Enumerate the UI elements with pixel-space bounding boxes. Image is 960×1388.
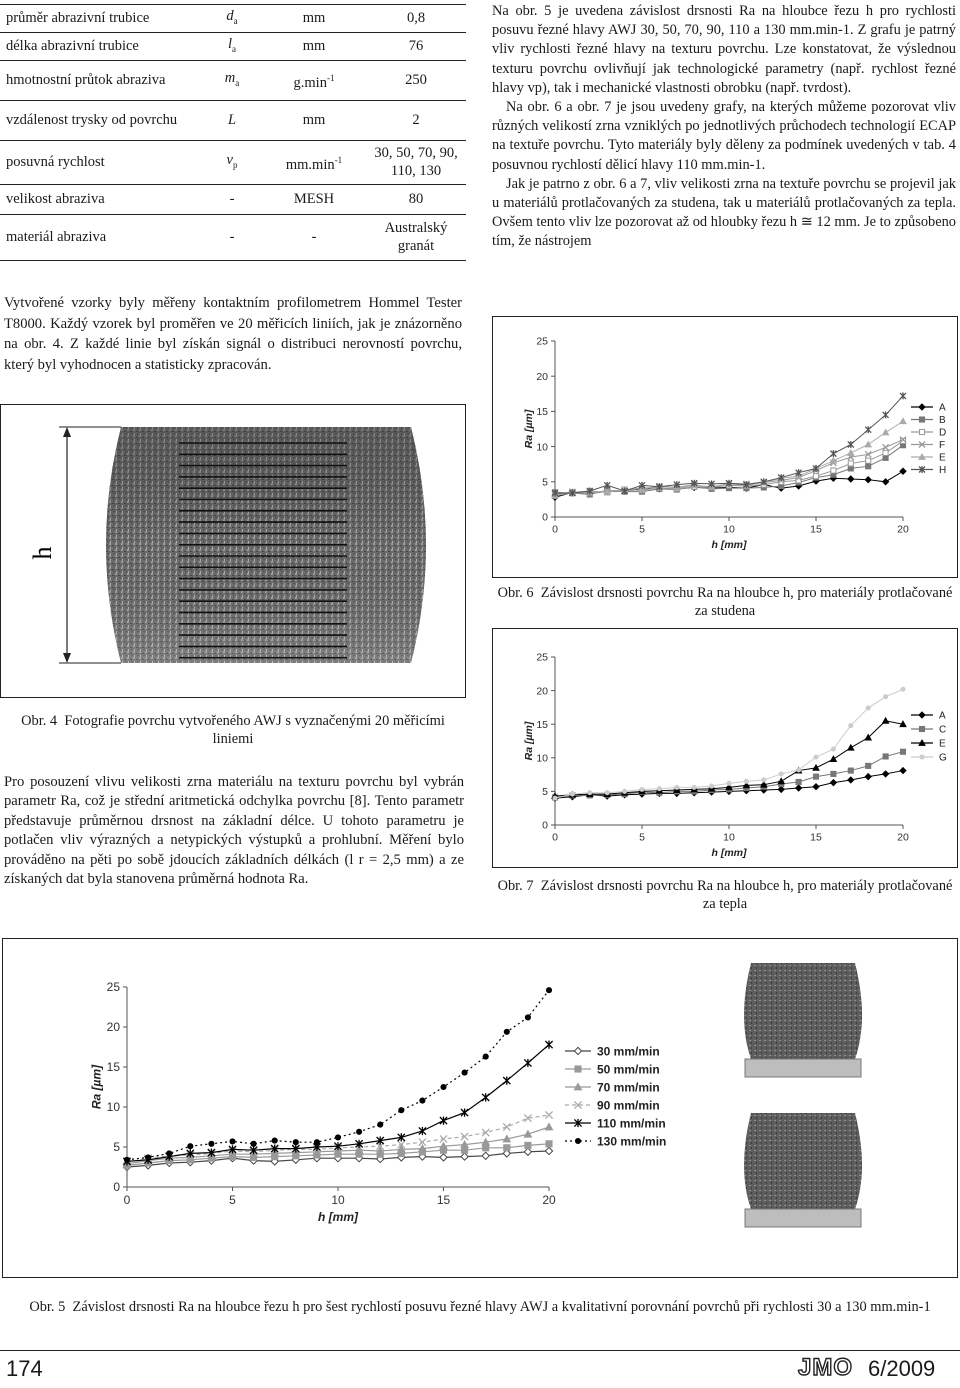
x-tick-label: 15 [810,831,822,844]
data-point [796,785,802,791]
data-point [848,441,854,448]
data-point [744,779,749,784]
y-tick-label: 0 [113,1180,120,1195]
param-label: hmotnostní průtok abraziva [0,60,202,100]
surface-photo-130 [733,1109,873,1239]
data-point [503,1123,510,1130]
data-point [709,783,714,788]
fig5-chart [3,939,667,1277]
legend-label: 130 mm/min [597,1134,667,1149]
legend-marker [919,754,924,759]
param-label: posuvná rychlost [0,140,202,184]
data-point [848,476,854,482]
data-point [883,694,888,699]
data-point [251,1141,257,1147]
legend-marker [919,429,924,434]
data-point [552,796,557,801]
data-point [831,468,836,473]
x-axis-label: h [mm] [711,847,747,859]
data-point [883,430,889,435]
x-tick-label: 15 [436,1193,451,1207]
x-tick-label: 5 [229,1193,236,1207]
param-label: materiál abraziva [0,214,202,260]
y-tick-label: 10 [536,441,548,454]
data-point [639,787,644,792]
data-point [124,1157,130,1163]
data-point [398,1107,404,1113]
left-paragraph-2: Pro posouzení vlivu velikosti zrna materiálu na texturu povrchu byl vybrán parametr Ra, což je střední aritmetická odchylka povrchu [8]. Tento parametr představuje průměrnou drsnost na základní délce. U tohoto parametru je potlačen vliv výrazných a netypických výstupků a prohlubní. Měření bylo prováděno na pěti po sobě jdoucích základních délkách (l r = 2,5 mm) a ze získaných dat byla stanovena průměrná hodnota Ra. [4,774,464,888]
data-point [866,706,871,711]
y-tick-label: 25 [106,980,120,995]
data-point [796,767,801,772]
data-point [883,479,889,485]
data-point [883,444,889,450]
y-tick-label: 5 [113,1140,120,1155]
param-symbol: L [202,100,262,140]
param-symbol: $l_a$ [202,32,262,60]
data-point [314,1139,320,1145]
param-value: Australský granát [366,214,466,260]
param-unit: mm [262,5,366,33]
x-tick-label: 0 [552,831,558,844]
data-point [866,763,871,768]
data-point [504,1145,510,1151]
data-point [524,1148,531,1155]
fig4-caption: Obr. 4 Fotografie povrchu vytvořeného AWJ s vyznačenými 20 měřicími liniemi [21,713,445,747]
data-point [726,781,731,786]
table-row [0,60,466,100]
data-point [440,1084,446,1090]
data-point [900,768,906,774]
data-point [545,1147,552,1154]
param-unit: $mm.\min^{-1}$ [262,140,366,184]
data-point [883,455,888,460]
data-point [883,754,888,759]
param-label: délka abrazivní trubice [0,32,202,60]
data-point [525,1142,531,1148]
data-point [419,1098,425,1104]
data-point [293,1139,299,1145]
y-tick-label: 20 [536,370,548,383]
data-point [503,1077,510,1085]
data-point [778,786,784,792]
fig7-caption: Obr. 7 Závislost drsnosti povrchu Ra na hloubce h, pro materiály protlačované za tepla [497,878,953,912]
x-tick-label: 10 [723,831,735,844]
data-point [848,777,854,783]
y-tick-label: 20 [536,685,548,698]
data-point [848,768,853,773]
legend-label: 30 mm/min [597,1044,660,1059]
data-point [900,468,906,474]
y-tick-label: 15 [106,1060,120,1075]
y-tick-label: 0 [542,511,548,524]
data-point [545,1041,552,1049]
data-point [865,774,871,780]
legend-label: 110 mm/min [597,1116,666,1131]
data-point [813,765,819,770]
data-point [813,474,818,479]
surface-photo-30 [733,959,873,1089]
fig7-chart [493,629,957,867]
y-tick-label: 10 [536,752,548,765]
param-label: vzdálenost trysky od povrchu [0,100,202,140]
data-point [883,411,889,418]
data-point [900,749,905,754]
legend-label: 50 mm/min [597,1062,660,1077]
param-symbol: $m_a$ [202,60,262,100]
param-value: 0,8 [366,5,466,33]
param-unit: mm [262,100,366,140]
data-point [187,1143,193,1149]
table-row [0,140,466,184]
data-point [866,458,871,463]
data-point [335,1134,341,1140]
parameters-table-wrap [0,4,466,261]
data-point [208,1141,214,1147]
data-point [813,755,818,760]
data-point [779,771,784,776]
data-point [440,1117,447,1125]
data-point [570,792,575,797]
y-tick-label: 25 [536,651,548,664]
data-point [587,790,592,795]
x-tick-label: 5 [639,831,645,844]
data-point [865,477,871,483]
y-tick-label: 5 [542,476,548,489]
fig7-chart-frame [492,628,958,868]
legend-marker [919,712,925,718]
surface-photo-frame [0,404,466,698]
data-point [848,466,853,471]
data-point [657,786,662,791]
data-point [831,771,836,776]
data-point [462,1147,468,1153]
legend-label: 70 mm/min [597,1080,660,1095]
data-point [482,1093,489,1101]
legend-label: 90 mm/min [597,1098,660,1113]
x-tick-label: 10 [331,1193,345,1207]
legend-label: D [939,427,947,439]
fig5-caption: Obr. 5 Závislost drsnosti Ra na hloubce řezu h pro šest rychlostí posuvu řezné hlavy AWJ a kvalitativní porovnání povrchů při rychlosti 30 a 130 mm.min-1 [29,1299,931,1315]
data-point [462,1070,468,1076]
y-tick-label: 10 [106,1100,120,1115]
data-point [356,1129,362,1135]
data-point [813,774,818,779]
param-value: 2 [366,100,466,140]
data-point [883,450,888,455]
param-unit: - [262,214,366,260]
legend-label: A [939,402,946,414]
data-point [866,464,871,469]
param-unit: $g.\min^{-1}$ [262,60,366,100]
legend-marker [919,417,924,422]
data-point [545,1111,552,1118]
data-point [377,1122,383,1128]
data-point [848,450,854,455]
table-row [0,32,466,60]
data-point [830,780,836,786]
param-symbol: - [202,214,262,260]
y-tick-label: 20 [106,1020,120,1035]
legend-label: C [939,724,947,736]
data-point [848,723,853,728]
x-tick-label: 20 [542,1193,556,1207]
param-label: velikost abraziva [0,184,202,214]
table-row [0,5,466,33]
data-point [692,785,697,790]
data-point [865,426,871,433]
param-symbol: $d_a$ [202,5,262,33]
x-tick-label: 20 [897,831,909,844]
data-point [229,1138,235,1144]
data-point [604,482,610,489]
data-point [622,789,627,794]
data-point [504,1029,510,1035]
legend-label: A [939,710,946,722]
data-point [848,745,854,750]
x-tick-label: 0 [123,1193,131,1207]
param-value: 76 [366,32,466,60]
surface-photo [1,405,465,697]
y-tick-label: 15 [536,718,548,731]
param-unit: MESH [262,184,366,214]
footer-rule [0,1350,960,1351]
data-point [865,441,871,446]
data-point [166,1150,172,1156]
y-tick-label: 0 [542,819,548,832]
data-point [848,461,853,466]
fig5-frame [2,938,958,1278]
table-row [0,184,466,214]
data-point [482,1152,489,1159]
legend-label: E [939,738,946,750]
issue-number: 6/2009 [868,1356,936,1381]
data-point [461,1153,468,1160]
param-symbol: $v_p$ [202,140,262,184]
legend-label: G [939,752,947,764]
param-value: 80 [366,184,466,214]
data-point [900,392,906,399]
data-point [525,1014,531,1020]
x-tick-label: 20 [897,523,909,536]
legend-label: H [939,465,947,477]
legend-marker [919,726,924,731]
fig6-chart [493,317,957,577]
legend-marker [575,1138,581,1144]
data-point [272,1138,278,1144]
x-tick-label: 5 [639,523,645,536]
y-tick-label: 5 [542,786,548,799]
data-point [483,1145,489,1151]
data-point [831,747,836,752]
data-point [524,1059,531,1067]
left-paragraph-1: Vytvořené vzorky byly měřeny kontaktním profilometrem Hommel Tester T8000. Každý vzorek byl proměřen ve 20 měřicích liniích, jak je znázorněno na obr. 4. Z každé linie byl získán signál o distribuci nerovností povrchu, který byl vyhodnocen a statisticky zpracován. [4,295,462,373]
data-point [830,450,836,457]
height-label: h [28,546,57,560]
data-point [483,1054,489,1060]
legend-label: B [939,415,946,427]
data-point [605,790,610,795]
data-point [674,785,679,790]
y-tick-label: 15 [536,406,548,419]
data-point [419,1127,426,1135]
legend-marker [575,1066,581,1072]
x-axis-label: h [mm] [318,1210,358,1224]
data-point [546,1141,552,1147]
legend-label: F [939,440,946,452]
data-point [883,718,889,723]
page-number: 174 [6,1356,43,1381]
data-point [830,756,836,761]
data-point [545,1123,552,1129]
data-point [440,1154,447,1161]
table-row [0,100,466,140]
fig6-caption: Obr. 6 Závislost drsnosti povrchu Ra na hloubce h, pro materiály protlačované za studena [497,585,953,619]
table-row [0,214,466,260]
x-tick-label: 0 [552,523,558,536]
right-text: Na obr. 5 je uvedena závislost drsnosti Ra na hloubce řezu h pro rychlosti posuvu řezné hlavy AWJ 30, 50, 70, 90, 110 a 130 mm.min-1. Z grafu je patrný vliv rychlosti řezné hlavy na texturu povrchu. Lze konstatovat, že výslednou texturu povrchu ovlivňují jak technologické parametry (např. rychlost řezné hlavy vp), tak i mechanické vlastnosti obrobku (např. tvrdost). Na obr. 6 a obr. 7 je jsou uvedeny grafy, na kterých můžeme pozorovat vliv různých velikostí zrna vzniklých po jednotlivých průchodech technologií ECAP na textuře povrchu. Tyto materiály byly děleny za podmínek uvedených v tab. 4 posuvnou rychlostí dělicí hlavy 110 mm.min-1. Jak je patrno z obr. 6 a 7, vliv velikosti zrna na textuře povrchu se projevil jak u materiálů protlačovaných za studena, tak u materiálů protlačovaných za tepla. Ovšem tento vliv lze pozorovat až od hloubky řezu h ≅ 12 mm. Je to způsobeno tím, že nástrojem [492,3,956,250]
data-point [900,418,906,423]
fig6-chart-frame [492,316,958,578]
y-axis-label: Ra [µm] [522,721,535,761]
data-point [145,1154,151,1160]
journal-logo: JMO [798,1354,854,1381]
data-point [883,771,889,777]
y-axis-label: Ra [µm] [89,1064,104,1110]
data-point [761,777,766,782]
data-point [900,687,905,692]
parameters-table [0,4,466,261]
param-value: 30, 50, 70, 90, 110, 130 [366,140,466,184]
x-tick-label: 10 [723,523,735,536]
param-label: průměr abrazivní trubice [0,5,202,33]
data-point [813,784,819,790]
param-symbol: - [202,184,262,214]
param-value: 250 [366,60,466,100]
x-tick-label: 15 [810,523,822,536]
data-point [796,779,801,784]
y-axis-label: Ra [µm] [522,409,535,449]
legend-marker [919,404,925,410]
legend-label: E [939,452,946,464]
data-point [546,987,552,993]
param-unit: mm [262,32,366,60]
legend-marker [574,1047,581,1054]
y-tick-label: 25 [536,335,548,348]
data-point [461,1109,468,1117]
x-axis-label: h [mm] [711,539,747,551]
